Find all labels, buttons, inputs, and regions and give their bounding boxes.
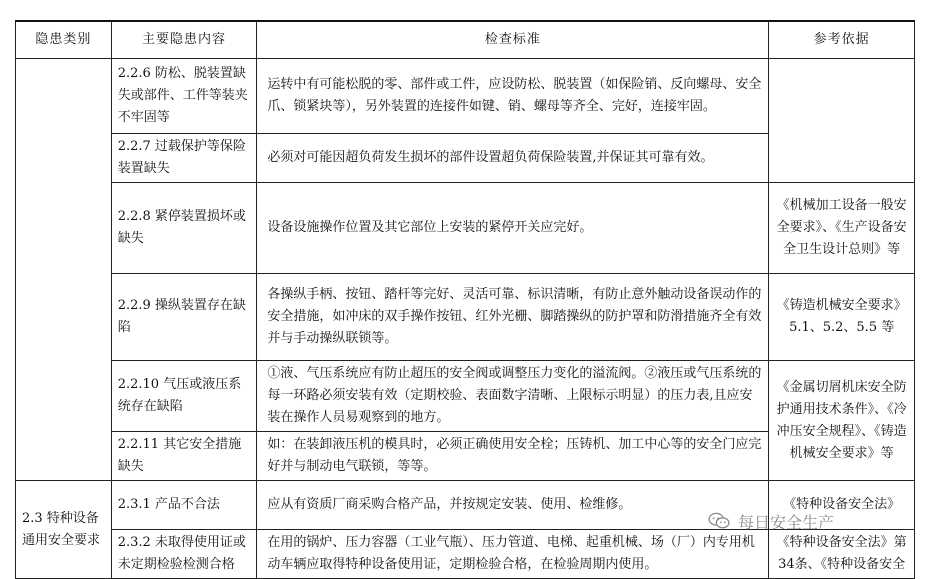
hazard-cell: 2.2.10 气压或液压系统存在缺陷 (111, 361, 257, 432)
standard-cell: ①液、气压系统应有防止超压的安全阀或调整压力变化的溢流阀。②液压或气压系统的每一环路必须安装有效（定期校验、表面数字清晰、上限标示明显）的压力表,且应安装在操作人员易观察到的地方。 (257, 361, 769, 432)
reference-cell: 《金属切屑机床安全防护通用技术条件》、《冷冲压安全规程》、《铸造机械安全要求》等 (769, 361, 915, 481)
standard-cell: 设备设施操作位置及其它部位上安装的紧停开关应完好。 (257, 183, 769, 274)
standard-cell: 如：在装卸液压机的模具时，必须正确使用安全栓；压铸机、加工中心等的安全门应完好并与制动电气联锁，等等。 (257, 432, 769, 481)
category-cell-empty (16, 59, 112, 481)
hazard-cell: 2.2.8 紧停装置损坏或缺失 (111, 183, 257, 274)
hazard-cell: 2.2.7 过载保护等保险装置缺失 (111, 134, 257, 183)
hazard-cell: 2.2.9 操纵装置存在缺陷 (111, 274, 257, 361)
header-hazard: 主要隐患内容 (111, 21, 257, 59)
watermark (708, 505, 908, 537)
reference-cell-empty (769, 59, 915, 183)
header-category: 隐患类别 (16, 21, 112, 59)
table-row (16, 274, 915, 361)
reference-cell: 《特种设备安全法》 (769, 481, 915, 530)
standard-cell: 各操纵手柄、按钮、踏杆等完好、灵活可靠、标识清晰，有防止意外触动设备误动作的安全措施，如冲床的双手操作按钮、红外光栅、脚踏操纵的防护罩和防滑措施齐全有效并与手动操纵联锁等。 (257, 274, 769, 361)
reference-cell: 《铸造机械安全要求》5.1、5.2、5.5 等 (769, 274, 915, 361)
header-reference: 参考依据 (769, 21, 915, 59)
hazard-cell: 2.2.11 其它安全措施缺失 (111, 432, 257, 481)
category-cell: 2.3 特种设备通用安全要求 (16, 481, 112, 579)
table-row (16, 59, 915, 134)
hazard-cell: 2.3.2 未取得使用证或未定期检验检测合格 (111, 530, 257, 579)
wechat-icon (708, 512, 730, 530)
table-row (16, 183, 915, 274)
table-header-row (16, 21, 915, 59)
header-standard: 检查标准 (257, 21, 769, 59)
hazard-cell: 2.2.6 防松、脱装置缺失或部件、工件等装夹不牢固等 (111, 59, 257, 134)
standard-cell: 运转中有可能松脱的零、部件或工件，应设防松、脱装置（如保险销、反向螺母、安全爪、锁紧块等），另外装置的连接件如键、销、螺母等齐全、完好，连接牢固。 (257, 59, 769, 134)
standard-cell: 在用的锅炉、压力容器（工业气瓶）、压力管道、电梯、起重机械、场（厂）内专用机动车辆应取得特种设备使用证，定期检验合格，在检验周期内使用。 (257, 530, 769, 579)
standard-cell: 必须对可能因超负荷发生损坏的部件设置超负荷保险装置,并保证其可靠有效。 (257, 134, 769, 183)
hazard-cell: 2.3.1 产品不合法 (111, 481, 257, 530)
hazard-table (15, 20, 915, 579)
reference-cell: 《特种设备安全法》第34条、《特种设备安全 (769, 530, 915, 579)
reference-cell: 《机械加工设备一般安全要求》、《生产设备安全卫生设计总则》等 (769, 183, 915, 274)
watermark-text: 每日安全生产 (738, 512, 835, 532)
table-row (16, 361, 915, 432)
standard-cell: 应从有资质厂商采购合格产品，并按规定安装、使用、检维修。 (257, 481, 769, 530)
